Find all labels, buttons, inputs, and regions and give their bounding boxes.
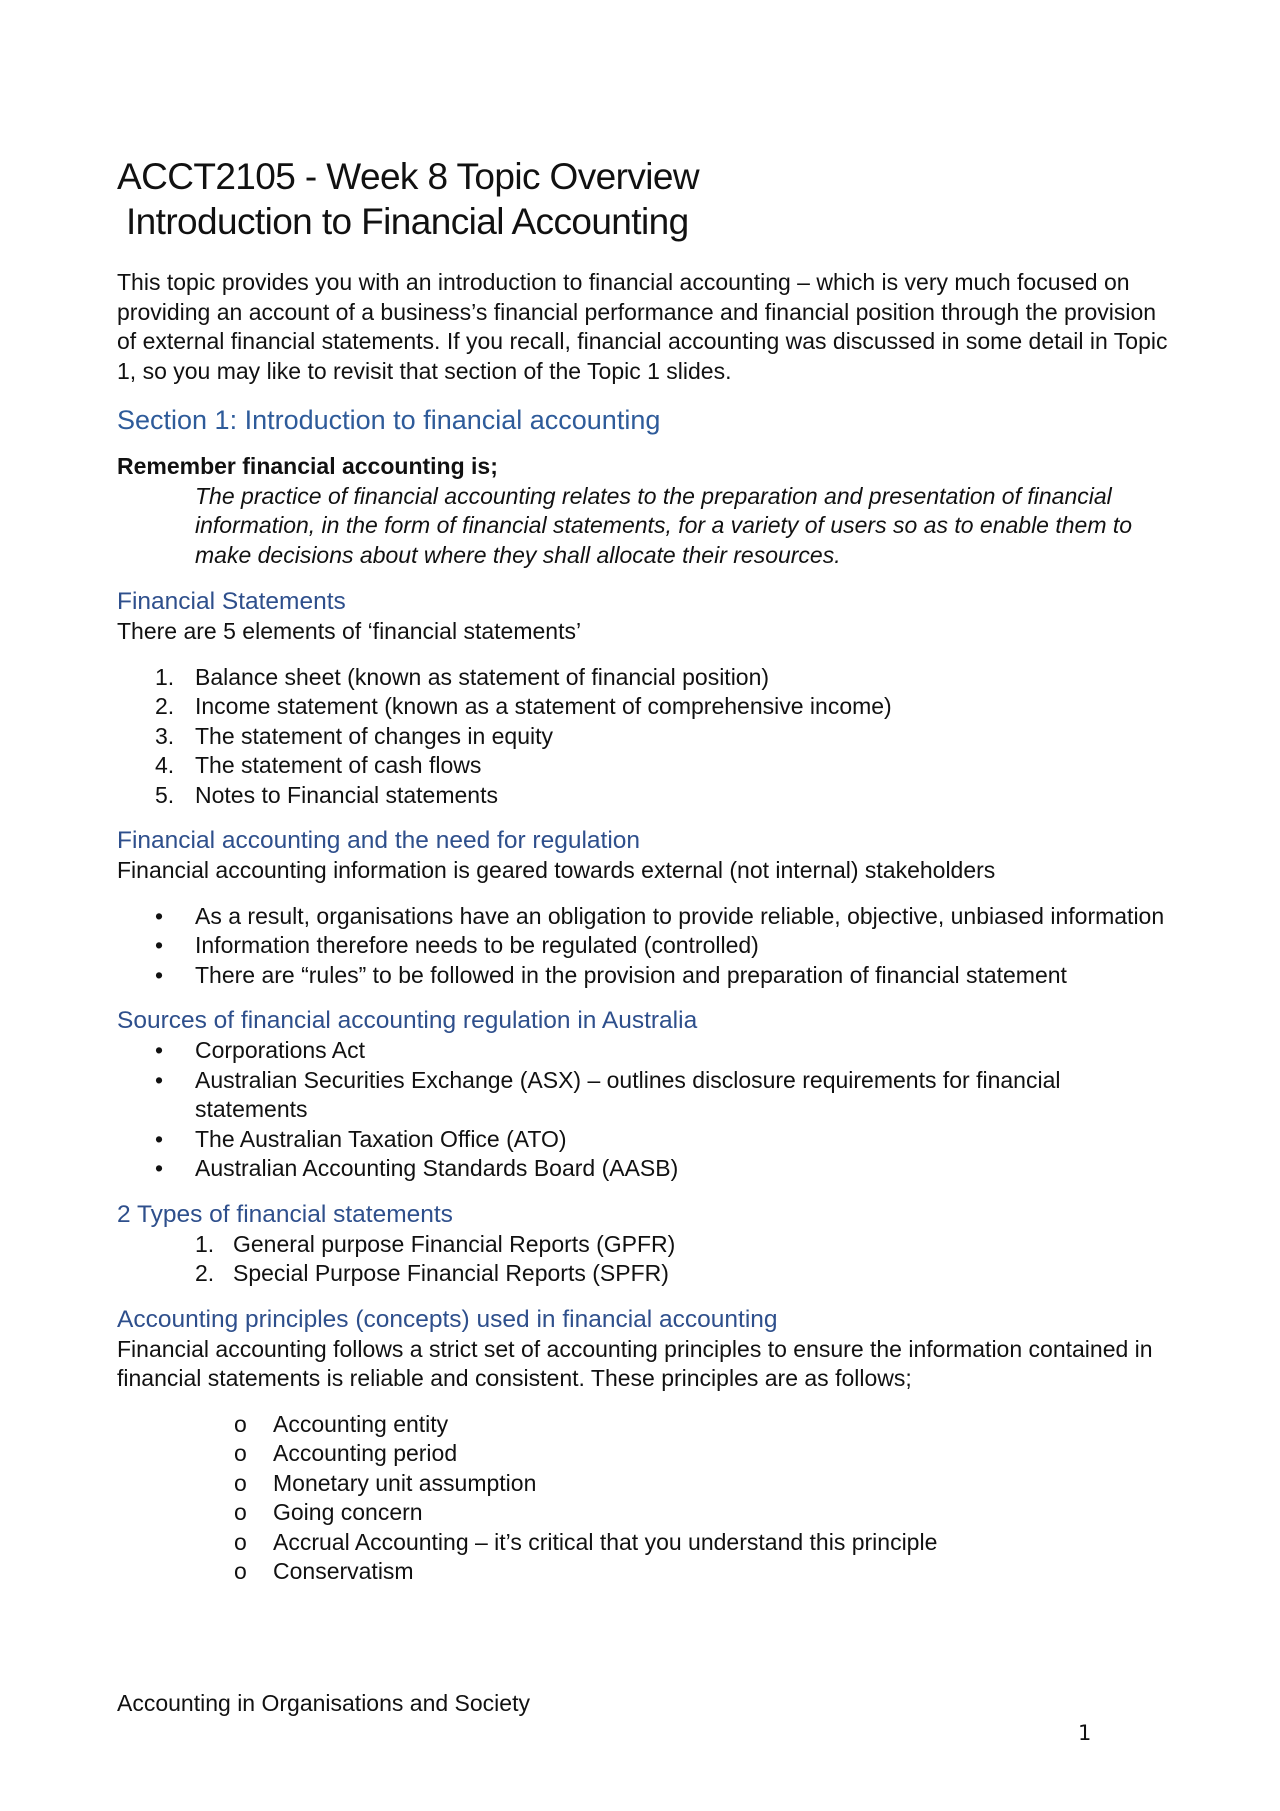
bullet-list-item	[117, 1066, 1177, 1125]
page-number: 1	[1078, 1721, 1092, 1745]
list-item-text: Accounting period	[273, 1440, 458, 1466]
circle-bullet-marker: o	[234, 1558, 247, 1584]
numbered-list-item	[117, 1230, 1177, 1260]
financial-statements-heading: Financial Statements	[117, 588, 346, 615]
list-number: 1.	[155, 663, 175, 690]
list-item-text: Corporations Act	[195, 1037, 366, 1063]
list-item-text: Notes to Financial statements	[195, 781, 498, 808]
bullet-marker: •	[155, 902, 164, 929]
numbered-list-item	[117, 663, 1177, 693]
numbered-list-item	[117, 692, 1177, 722]
types-list	[117, 1230, 1177, 1289]
list-item-text: Australian Accounting Standards Board (AASB)	[195, 1155, 679, 1181]
sub-bullet-list-item	[117, 1528, 1177, 1558]
list-item-text: Australian Securities Exchange (ASX) – outlines disclosure requirements for financial statements	[195, 1066, 1061, 1122]
principles-heading: Accounting principles (concepts) used in financial accounting	[117, 1305, 778, 1333]
numbered-list-item	[117, 1259, 1177, 1289]
circle-bullet-marker: o	[234, 1440, 247, 1466]
intro-paragraph: This topic provides you with an introduction to financial accounting – which is very much focused on providing an account of a business’s financial performance and financial position through the provision of external financial statements. If you recall, financial accounting was discussed in some detail in Topic 1, so you may like to revisit that section of the Topic 1 slides.	[117, 269, 1168, 384]
list-number: 2.	[155, 693, 175, 719]
sub-bullet-list-item	[117, 1498, 1177, 1528]
title-line-1: ACCT2105 - Week 8 Topic Overview	[117, 156, 699, 197]
financial-statements-list	[117, 663, 1177, 811]
bullet-marker: •	[155, 1066, 164, 1093]
bullet-list-item	[117, 1036, 1177, 1066]
list-item-text: There are “rules” to be followed in the provision and preparation of financial statement	[195, 961, 1067, 988]
bullet-list-item	[117, 902, 1177, 932]
list-item-text: Conservatism	[273, 1558, 414, 1584]
list-item-text: General purpose Financial Reports (GPFR)	[233, 1230, 676, 1257]
list-item-text: Balance sheet (known as statement of financial position)	[195, 663, 770, 690]
list-number: 1.	[195, 1230, 215, 1257]
sub-bullet-list-item	[117, 1557, 1177, 1587]
page-title	[117, 154, 1177, 244]
list-item-text: The Australian Taxation Office (ATO)	[195, 1125, 567, 1152]
numbered-list-item	[117, 751, 1177, 781]
list-item-text: Monetary unit assumption	[273, 1469, 537, 1496]
list-item-text: The statement of cash flows	[195, 752, 482, 778]
list-item-text: Accounting entity	[273, 1410, 449, 1437]
principles-intro: Financial accounting follows a strict set of accounting principles to ensure the information contained in financial statements is reliable and consistent. These principles are as follows;	[117, 1335, 1153, 1391]
bullet-marker: •	[155, 1155, 164, 1181]
circle-bullet-marker: o	[234, 1469, 247, 1496]
footer-text: Accounting in Organisations and Society	[117, 1690, 530, 1716]
list-number: 2.	[195, 1260, 215, 1286]
list-item-text: Accrual Accounting – it’s critical that you understand this principle	[273, 1528, 938, 1555]
section-1-heading: Section 1: Introduction to financial accounting	[117, 405, 661, 435]
bullet-marker: •	[155, 961, 164, 988]
types-heading: 2 Types of financial statements	[117, 1200, 453, 1228]
sub-bullet-list-item	[117, 1469, 1177, 1499]
principles-list	[117, 1410, 1177, 1587]
document-page	[117, 154, 1177, 1587]
sources-heading: Sources of financial accounting regulation in Australia	[117, 1007, 698, 1034]
circle-bullet-marker: o	[234, 1410, 247, 1437]
regulation-intro: Financial accounting information is geared towards external (not internal) stakeholders	[117, 857, 996, 883]
sub-bullet-list-item	[117, 1410, 1177, 1440]
circle-bullet-marker: o	[234, 1528, 247, 1555]
definition-quote: The practice of financial accounting relates to the preparation and presentation of financial information, in the form of financial statements, for a variety of users so as to enable them to make decisions about where they shall allocate their resources.	[195, 482, 1133, 568]
regulation-heading: Financial accounting and the need for regulation	[117, 827, 641, 854]
financial-statements-intro: There are 5 elements of ‘financial statements’	[117, 618, 582, 644]
bullet-list-item	[117, 1125, 1177, 1155]
bullet-marker: •	[155, 1125, 164, 1152]
list-number: 3.	[155, 722, 175, 749]
sources-list	[117, 1036, 1177, 1184]
bullet-marker: •	[155, 1037, 164, 1063]
sub-bullet-list-item	[117, 1439, 1177, 1469]
list-item-text: Going concern	[273, 1499, 423, 1525]
bullet-list-item	[117, 961, 1177, 991]
bullet-list-item	[117, 931, 1177, 961]
list-item-text: Income statement (known as a statement of comprehensive income)	[195, 693, 892, 719]
list-item-text: The statement of changes in equity	[195, 722, 553, 749]
list-number: 4.	[155, 752, 175, 778]
remember-label: Remember financial accounting is;	[117, 453, 498, 479]
numbered-list-item	[117, 722, 1177, 752]
regulation-list	[117, 902, 1177, 991]
list-item-text: As a result, organisations have an obligation to provide reliable, objective, unbiased information	[195, 902, 1165, 929]
circle-bullet-marker: o	[234, 1499, 247, 1525]
list-number: 5.	[155, 781, 175, 808]
list-item-text: Special Purpose Financial Reports (SPFR)	[233, 1260, 669, 1286]
title-line-2: Introduction to Financial Accounting	[126, 201, 689, 242]
numbered-list-item	[117, 781, 1177, 811]
bullet-marker: •	[155, 932, 164, 958]
list-item-text: Information therefore needs to be regulated (controlled)	[195, 932, 759, 958]
bullet-list-item	[117, 1154, 1177, 1184]
